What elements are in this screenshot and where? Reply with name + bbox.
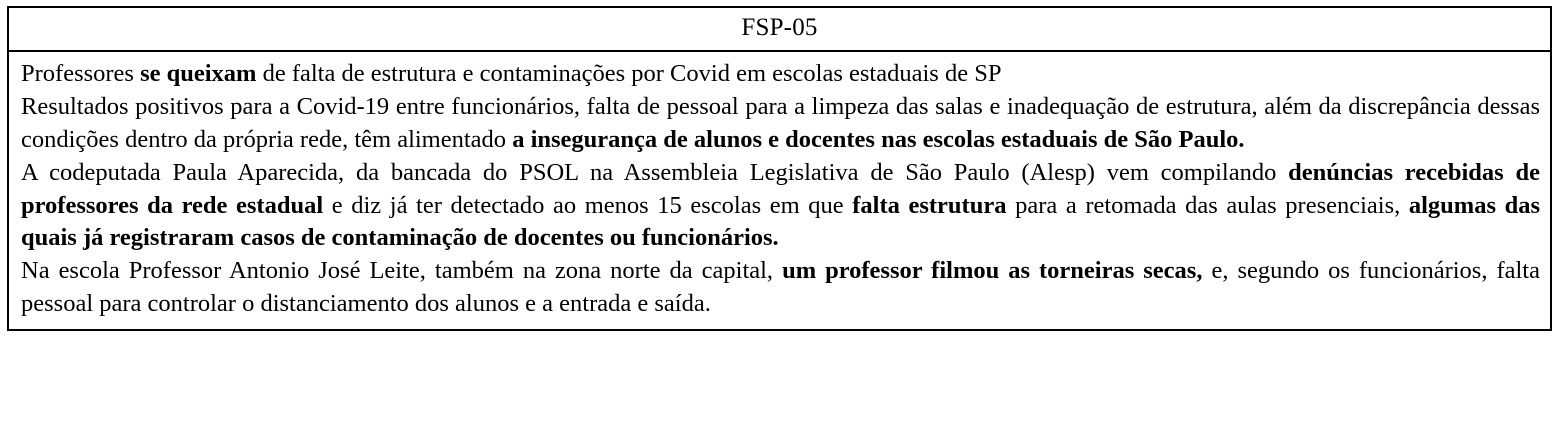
body-text: para a retomada das aulas presenciais, xyxy=(1006,191,1409,219)
body-text: Resultados positivos para a Covid-19 entre funcionários, falta de pessoal para a limpeza das salas e inadequação de estrutura, além da discrepância dessas condições dentro da própria rede, têm alimentado xyxy=(21,92,1540,153)
emphasis-text: a insegurança de alunos e docentes nas escolas estaduais de São Paulo. xyxy=(512,125,1245,153)
paragraph-lead xyxy=(21,91,1540,157)
body-text: Na escola Professor Antonio José Leite, também na zona norte da capital, xyxy=(21,257,783,285)
body-text: de falta de estrutura e contaminações por Covid em escolas estaduais de SP xyxy=(256,59,1002,87)
emphasis-text: algumas das quais já registraram casos de contaminação de docentes ou funcionários. xyxy=(21,191,1541,252)
emphasis-text: falta estrutura xyxy=(852,191,1007,219)
paragraph-school xyxy=(21,255,1540,321)
document-header-title: FSP-05 xyxy=(9,8,1550,52)
document-body xyxy=(9,52,1550,330)
body-text: Professores xyxy=(21,59,141,87)
paragraph-headline xyxy=(21,58,1540,91)
emphasis-text: se queixam xyxy=(140,59,257,87)
body-text: e diz já ter detectado ao menos 15 escolas em que xyxy=(323,191,853,219)
emphasis-text: denúncias recebidas de professores da rede estadual xyxy=(21,158,1540,219)
paragraph-deputy xyxy=(21,157,1540,256)
emphasis-text: um professor filmou as torneiras secas, xyxy=(782,257,1203,285)
body-text: A codeputada Paula Aparecida, da bancada do PSOL na Assembleia Legislativa de São Paulo (Alesp) vem compilando xyxy=(21,158,1289,186)
body-text: e, segundo os funcionários, falta pessoal para controlar o distanciamento dos alunos e a entrada e saída. xyxy=(21,257,1540,318)
document-box xyxy=(7,6,1552,331)
